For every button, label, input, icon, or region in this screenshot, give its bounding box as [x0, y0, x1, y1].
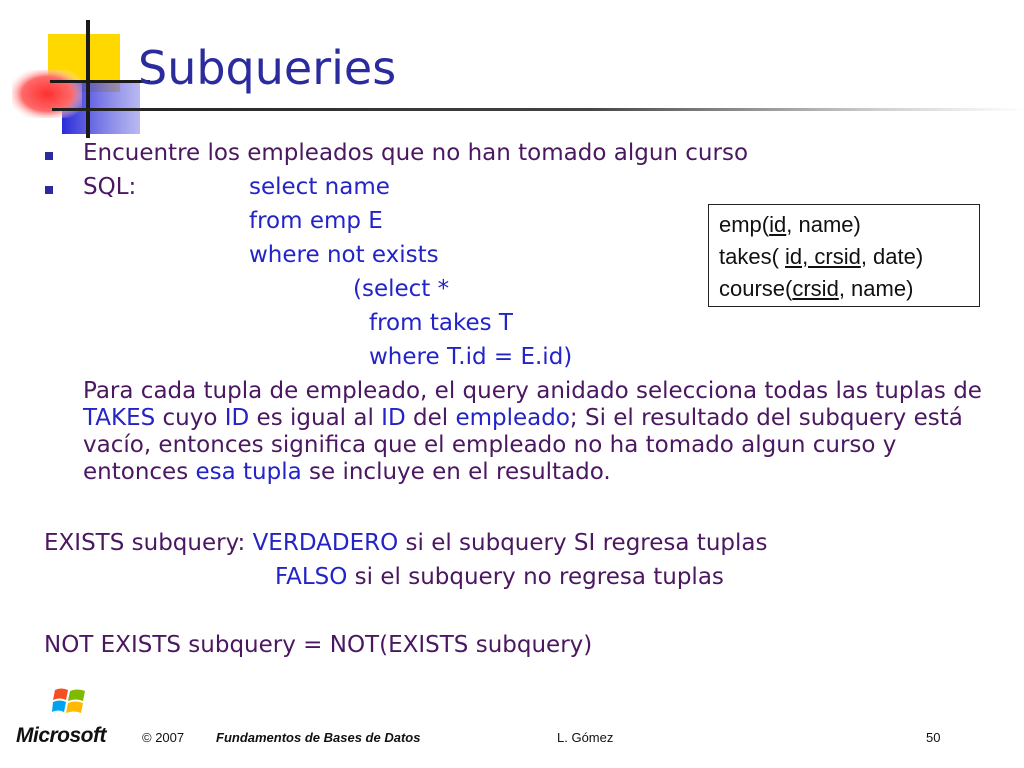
sql-line-2: from emp E [249, 208, 383, 234]
schema-takes: takes( id, crsid, date) [719, 244, 924, 269]
footer-copyright: © 2007 [142, 730, 185, 745]
course-key: crsid [792, 276, 839, 301]
emp-key: id [769, 212, 787, 237]
sql-line-4: (select * [353, 276, 450, 302]
schema-emp: emp(id, name) [719, 212, 861, 237]
explanation-paragraph: Para cada tupla de empleado, el query anidado selecciona todas las tuplas de TAKES cuyo ID es igual al ID del empleado; Si el resultado del subquery está vacío, entonces significa que el empleado no ha tomado algun curso y entonces esa tupla se incluye en el resultado. [83, 378, 982, 485]
sql-line-3: where not exists [249, 242, 439, 268]
bullet-marker-1 [45, 152, 53, 160]
sql-line-1: select name [249, 174, 390, 200]
schema-box [708, 204, 980, 307]
microsoft-logo-text: Microsoft [16, 724, 106, 747]
exists-true-line: EXISTS subquery: VERDADERO si el subquery SI regresa tuplas [44, 530, 768, 556]
schema-course: course(crsid, name) [719, 276, 914, 301]
bullet-item-1: Encuentre los empleados que no han tomado algun curso [83, 140, 749, 166]
sql-line-6: where T.id = E.id) [369, 344, 573, 370]
bullet-item-2: SQL: [83, 174, 137, 200]
corner-decoration [0, 0, 150, 140]
footer-page-number: 50 [926, 730, 941, 745]
slide-title: Subqueries [138, 41, 397, 95]
title-underline [52, 108, 1024, 111]
takes-key: id, crsid [785, 244, 861, 269]
not-exists-line: NOT EXISTS subquery = NOT(EXISTS subquery) [44, 632, 593, 658]
bullet-marker-2 [45, 186, 53, 194]
exists-false-line: FALSO si el subquery no regresa tuplas [275, 564, 724, 590]
footer-course: Fundamentos de Bases de Datos [216, 730, 421, 745]
footer-author: L. Gómez [557, 730, 614, 745]
windows-flag-icon [52, 684, 88, 718]
sql-line-5: from takes T [369, 310, 513, 336]
